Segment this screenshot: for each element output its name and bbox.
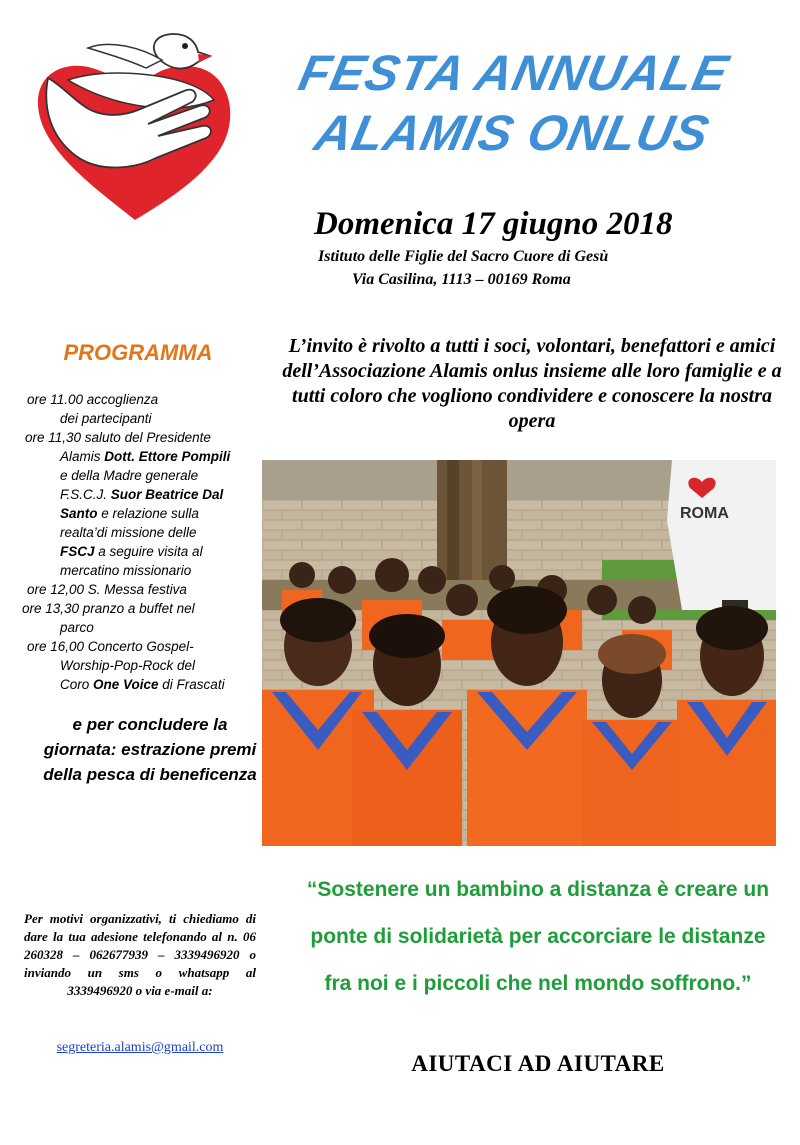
children-photo <box>262 460 776 846</box>
program-line: ore 12,00 S. Messa festiva <box>27 582 187 597</box>
headline-line-1: FESTA ANNUALE <box>294 45 734 101</box>
program-line: FSCJ a seguire visita al <box>60 544 203 559</box>
program-line: Coro One Voice di Frascati <box>60 677 225 692</box>
program-line: Worship-Pop-Rock del <box>60 658 196 673</box>
program-line: F.S.C.J. Suor Beatrice Dal <box>60 487 224 502</box>
program-line: realta’di missione delle <box>60 525 197 540</box>
program-line: ore 16,00 Concerto Gospel- <box>27 639 194 654</box>
event-date: Domenica 17 giugno 2018 <box>314 206 673 242</box>
quote-text: “Sostenere un bambino a distanza è creare un ponte di solidarietà per accorciare le distanze fra noi e i piccoli che nel mondo soffrono.” <box>306 878 770 995</box>
program-line: e della Madre generale <box>60 468 199 483</box>
venue-name: Istituto delle Figlie del Sacro Cuore di Gesù <box>318 248 609 265</box>
program-line: ore 11,30 saluto del Presidente <box>25 430 211 445</box>
email-link[interactable]: segreteria.alamis@gmail.com <box>56 1040 224 1055</box>
program-line: ore 11.00 accoglienza <box>27 392 159 407</box>
program-line: Alamis Dott. Ettore Pompili <box>60 449 231 464</box>
program-line: mercatino missionario <box>60 563 192 578</box>
program-line: Santo e relazione sulla <box>60 506 199 521</box>
headline-line-2: ALAMIS ONLUS <box>310 105 715 161</box>
shirt-text: ROMA <box>680 505 729 522</box>
program-line: dei partecipanti <box>60 411 152 426</box>
mother-general-name: Suor Beatrice Dal <box>110 487 224 502</box>
contact-text: Per motivi organizzativi, ti chiediamo di dare la tua adesione telefonando al n. 06 260328 – 062677939 – 3339496920 o inviando un sms o whatsapp al 3339496920 o via e-mail a: <box>24 911 256 998</box>
conclusion-text: e per concludere la giornata: estrazione premi della pesca di beneficenza <box>43 715 257 784</box>
president-name: Dott. Ettore Pompili <box>104 449 231 464</box>
choir-name: One Voice <box>93 677 159 692</box>
program-line: ore 13,30 pranzo a buffet nel <box>22 601 195 616</box>
program-line: parco <box>60 620 94 635</box>
venue-address: Via Casilina, 1113 – 00169 Roma <box>352 271 571 288</box>
alamis-logo <box>28 20 243 235</box>
call-to-action: AIUTACI AD AIUTARE <box>411 1051 665 1076</box>
program-title: PROGRAMMA <box>63 340 213 365</box>
invitation-text: L’invito è rivolto a tutti i soci, volontari, benefattori e amici dell’Associazione Alamis onlus insieme alle loro famiglie e a tutti coloro che vogliono condividere e conoscere la nostra opera <box>282 335 782 432</box>
